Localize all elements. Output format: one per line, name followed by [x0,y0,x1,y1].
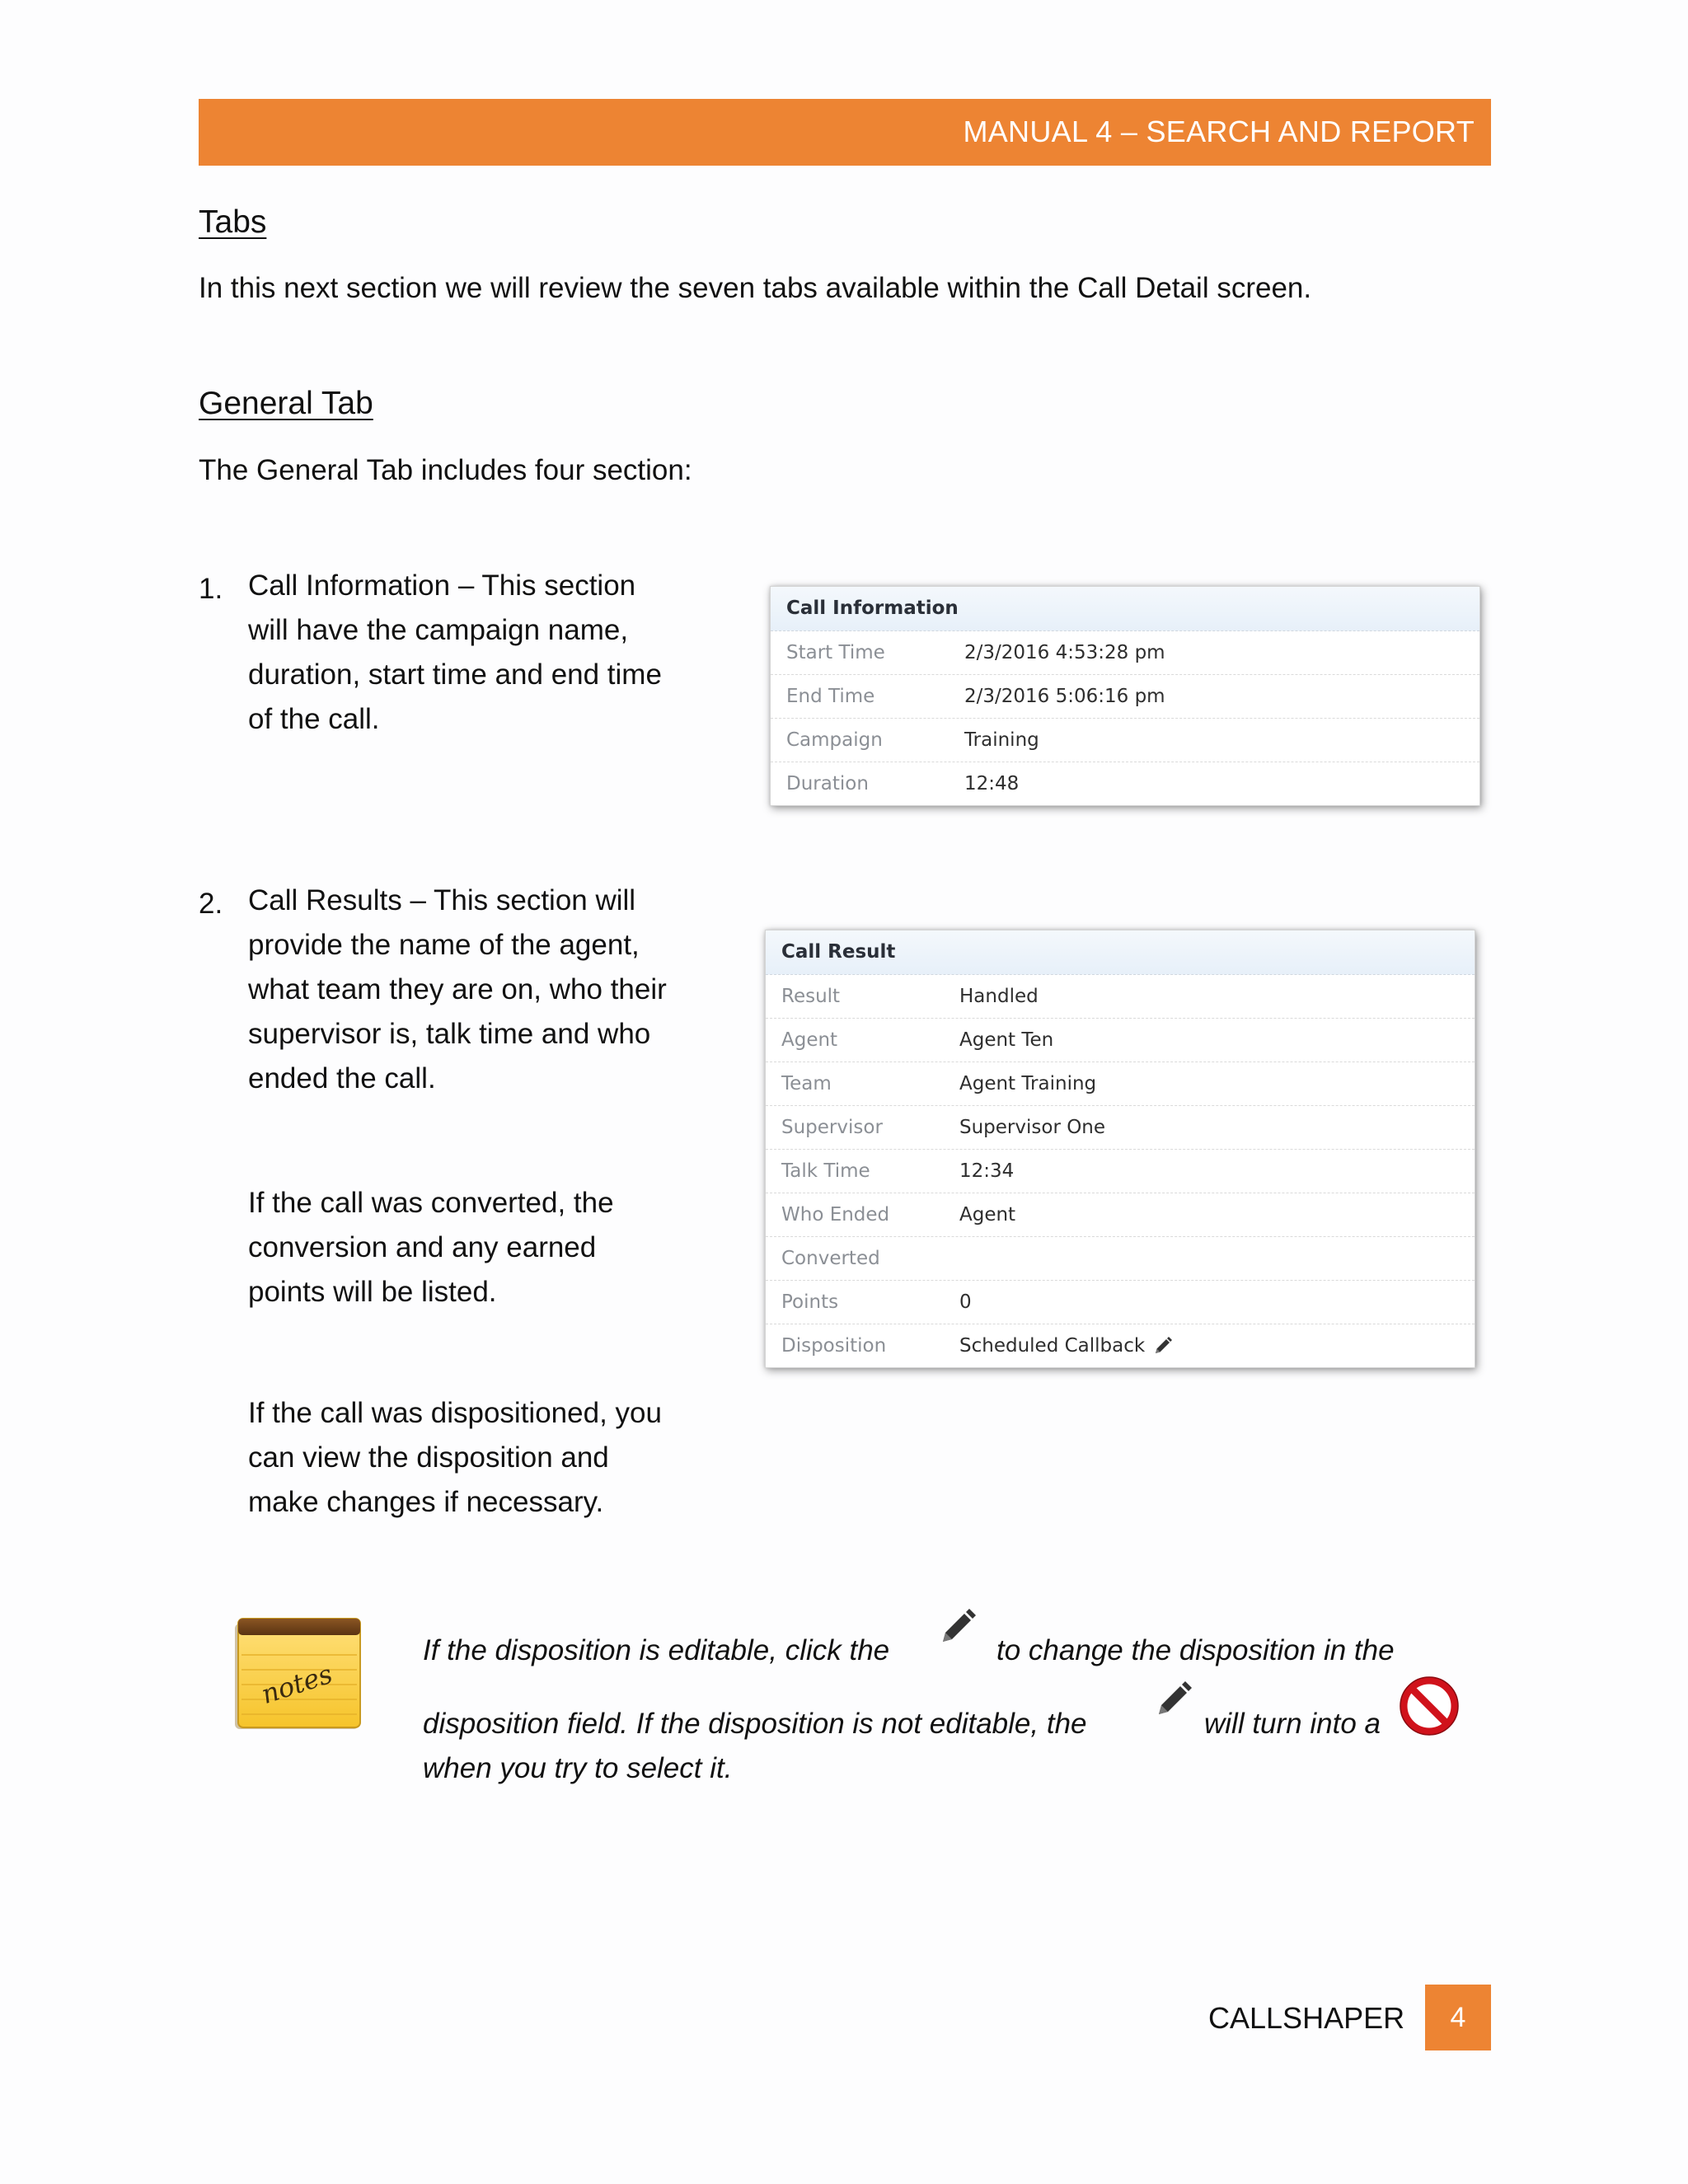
note-line-3: when you try to select it. [423,1752,733,1784]
row-label: Disposition [781,1335,887,1357]
table-row [766,1062,1475,1106]
header-bar [199,99,1491,166]
row-label: Team [781,1073,832,1094]
text-line: conversion and any earned [248,1231,597,1263]
list-item-2-text [248,879,710,1101]
table-row [766,1193,1475,1237]
row-label: Talk Time [781,1160,870,1182]
pencil-icon [1154,1680,1193,1719]
list-number-1: 1. [199,573,223,605]
table-row [771,631,1479,675]
text-line: of the call. [248,703,380,735]
pencil-icon[interactable] [1153,1336,1173,1356]
text-line: points will be listed. [248,1276,497,1308]
row-label: End Time [786,686,875,707]
row-label: Converted [781,1248,880,1269]
text-line: Call Results – This section will [248,884,636,916]
note-line-1b: to change the disposition in the [996,1634,1395,1666]
call-information-panel [770,586,1480,806]
row-label: Start Time [786,642,885,663]
table-row [771,719,1479,762]
note-line-1a: If the disposition is editable, click the [423,1634,890,1666]
text-line: can view the disposition and [248,1441,609,1474]
no-entry-icon [1400,1676,1459,1736]
text-line: Call Information – This section [248,569,636,602]
text-line: If the call was dispositioned, you [248,1397,662,1429]
row-label: Supervisor [781,1117,883,1138]
note-line-2a: disposition field. If the disposition is not editable, the [423,1708,1087,1740]
table-row [766,1150,1475,1193]
list-item-2-disposition-text [248,1391,710,1525]
row-value: Scheduled Callback [959,1335,1146,1357]
disposition-value-cell [959,1335,1173,1357]
row-value: Supervisor One [959,1117,1106,1138]
general-tab-intro: The General Tab includes four section: [199,454,692,486]
tabs-intro: In this next section we will review the seven tabs available within the Call Detail screen. [199,272,1312,304]
page-number: 4 [1425,1985,1491,2050]
table-row [766,975,1475,1019]
row-label: Who Ended [781,1204,890,1226]
panel-title: Call Information [771,587,1479,631]
row-label: Agent [781,1029,838,1051]
text-line: what team they are on, who their [248,973,667,1005]
text-line: ended the call. [248,1062,436,1094]
row-value: Agent Ten [959,1029,1054,1051]
row-value: Agent [959,1204,1016,1226]
text-line: If the call was converted, the [248,1187,614,1219]
notes-icon [232,1615,365,1734]
call-result-panel [765,930,1475,1368]
text-line: supervisor is, talk time and who [248,1018,651,1050]
note-line-2b: will turn into a [1204,1708,1381,1740]
row-value: 2/3/2016 4:53:28 pm [964,642,1165,663]
row-label: Campaign [786,729,883,751]
row-label: Duration [786,773,869,794]
table-row [766,1106,1475,1150]
row-value: 12:48 [964,773,1020,794]
header-title: MANUAL 4 – SEARCH AND REPORT [963,115,1475,148]
table-row [771,675,1479,719]
table-row [766,1019,1475,1062]
row-value: Agent Training [959,1073,1097,1094]
list-item-2-converted-text [248,1181,710,1315]
general-tab-heading: General Tab [199,386,373,421]
svg-text:notes: notes [257,1657,336,1711]
text-line: duration, start time and end time [248,658,662,691]
text-line: will have the campaign name, [248,614,629,646]
panel-title: Call Result [766,930,1475,975]
row-value: 12:34 [959,1160,1015,1182]
table-row [766,1237,1475,1281]
row-label: Points [781,1291,839,1313]
row-value: Training [964,729,1039,751]
list-item-1-text [248,564,710,742]
tabs-heading: Tabs [199,204,267,240]
pencil-icon [938,1607,978,1647]
table-row [766,1281,1475,1324]
row-value: Handled [959,986,1039,1007]
row-label: Result [781,986,841,1007]
list-number-2: 2. [199,888,223,920]
table-row [766,1324,1475,1367]
row-value: 0 [959,1291,972,1313]
row-value: 2/3/2016 5:06:16 pm [964,686,1165,707]
footer-brand: CALLSHAPER [1208,2001,1405,2035]
table-row [771,762,1479,805]
text-line: provide the name of the agent, [248,929,640,961]
text-line: make changes if necessary. [248,1486,604,1518]
